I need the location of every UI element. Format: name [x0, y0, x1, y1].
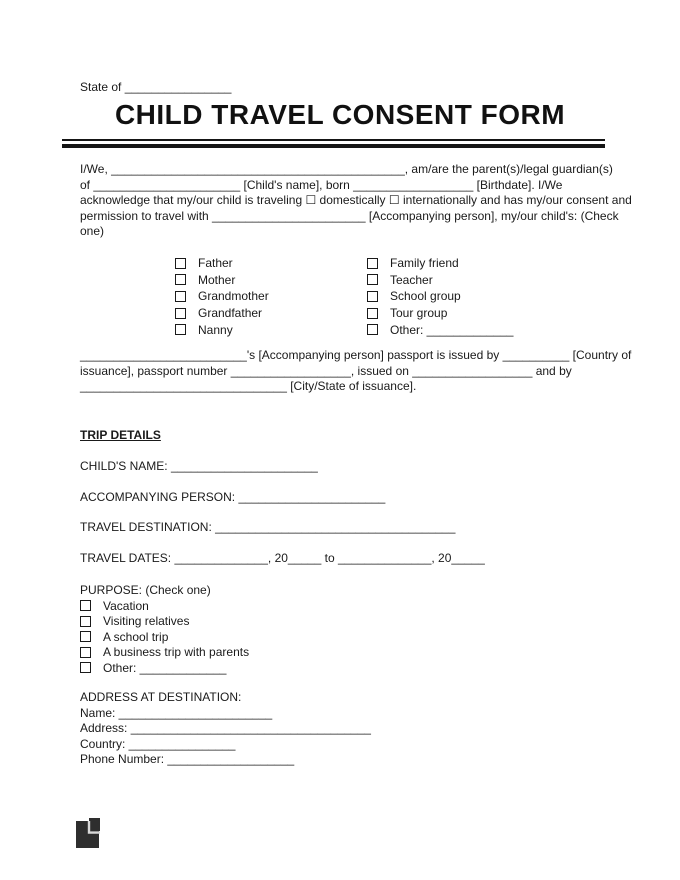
option-label: Family friend [390, 256, 459, 271]
relationship-option-nanny[interactable] [175, 321, 269, 338]
checkbox-icon[interactable] [80, 631, 91, 642]
option-label: A school trip [103, 629, 169, 644]
purpose-heading: PURPOSE: (Check one) [80, 583, 211, 597]
option-label: Teacher [390, 272, 433, 287]
checkbox-icon[interactable] [80, 662, 91, 673]
option-label: Other: _____________ [390, 322, 514, 337]
relationship-option-grandfather[interactable] [175, 305, 269, 322]
field-travel-dates: TRAVEL DATES: ______________, 20_____ to ______________, 20_____ [80, 551, 485, 565]
purpose-option-vacation[interactable] [80, 598, 249, 614]
intro-line: of ______________________ [Child's name], born __________________ [Birthdate]. I/We [80, 177, 563, 192]
field-accompanying-person: ACCOMPANYING PERSON: ______________________ [80, 490, 386, 504]
relationship-option-father[interactable] [175, 255, 269, 272]
purpose-option-visiting-relatives[interactable] [80, 614, 249, 630]
checkbox-icon[interactable] [80, 647, 91, 658]
address-at-destination-block [80, 690, 371, 768]
intro-paragraph [80, 162, 632, 240]
state-of-line: State of ________________ [80, 80, 232, 94]
checkbox-icon[interactable] [175, 258, 186, 269]
address-address-line: Address: ____________________________________ [80, 721, 371, 735]
checkbox-icon[interactable] [367, 291, 378, 302]
relationship-option-family-friend[interactable] [367, 255, 513, 272]
relationship-options-right-column [367, 255, 513, 338]
option-label: Tour group [390, 306, 448, 321]
passport-line: _______________________________ [City/State of issuance]. [80, 379, 417, 393]
passport-paragraph [80, 348, 632, 395]
option-label: A business trip with parents [103, 645, 250, 660]
option-label: Grandmother [198, 289, 269, 304]
option-label: Grandfather [198, 306, 263, 321]
checkbox-icon[interactable] [80, 616, 91, 627]
option-label: Mother [198, 272, 236, 287]
relationship-option-other[interactable] [367, 321, 513, 338]
field-childs-name: CHILD'S NAME: ______________________ [80, 459, 318, 473]
checkbox-icon[interactable] [367, 274, 378, 285]
purpose-option-other[interactable] [80, 660, 249, 676]
purpose-option-school-trip[interactable] [80, 629, 249, 645]
passport-line: issuance], passport number __________________, issued on __________________ and by [80, 363, 572, 378]
checkbox-icon[interactable] [175, 308, 186, 319]
checkbox-icon[interactable] [80, 600, 91, 611]
passport-line: _________________________'s [Accompanying person] passport is issued by __________ [Country of [80, 348, 632, 362]
form-title: CHILD TRAVEL CONSENT FORM [114, 99, 566, 130]
purpose-options-list [80, 598, 249, 676]
title-divider [62, 139, 605, 148]
intro-line-inline-checkboxes: acknowledge that my/our child is traveling ☐ domestically ☐ internationally and has my/our consent and [80, 193, 632, 207]
option-label: School group [390, 289, 461, 304]
option-label: Vacation [103, 598, 149, 613]
trip-details-heading: TRIP DETAILS [80, 428, 161, 442]
intro-line: permission to travel with _______________________ [Accompanying person], my/our child's: (Check [80, 208, 619, 223]
intro-line: I/We, ____________________________________________, am/are the parent(s)/legal guardian(s) [80, 162, 613, 176]
purpose-option-business-trip[interactable] [80, 645, 249, 661]
address-country-line: Country: ________________ [80, 736, 236, 751]
address-heading: ADDRESS AT DESTINATION: [80, 690, 242, 704]
option-label: Father [198, 256, 233, 271]
checkbox-icon[interactable] [175, 291, 186, 302]
option-label: Visiting relatives [103, 614, 190, 629]
relationship-options-left-column [175, 255, 269, 338]
relationship-option-grandmother[interactable] [175, 288, 269, 305]
checkbox-icon[interactable] [367, 308, 378, 319]
relationship-option-tour-group[interactable] [367, 305, 513, 322]
legal-templates-logo-icon [76, 818, 102, 848]
relationship-option-mother[interactable] [175, 272, 269, 289]
option-label: Nanny [198, 322, 233, 337]
relationship-option-teacher[interactable] [367, 272, 513, 289]
checkbox-icon[interactable] [175, 324, 186, 335]
option-label: Other: _____________ [103, 660, 227, 675]
checkbox-icon[interactable] [367, 258, 378, 269]
address-phone-line: Phone Number: ___________________ [80, 752, 295, 766]
relationship-option-school-group[interactable] [367, 288, 513, 305]
intro-line: one) [80, 224, 105, 238]
checkbox-icon[interactable] [175, 274, 186, 285]
field-travel-destination: TRAVEL DESTINATION: ____________________________________ [80, 520, 456, 534]
address-name-line: Name: _______________________ [80, 705, 273, 720]
checkbox-icon[interactable] [367, 324, 378, 335]
